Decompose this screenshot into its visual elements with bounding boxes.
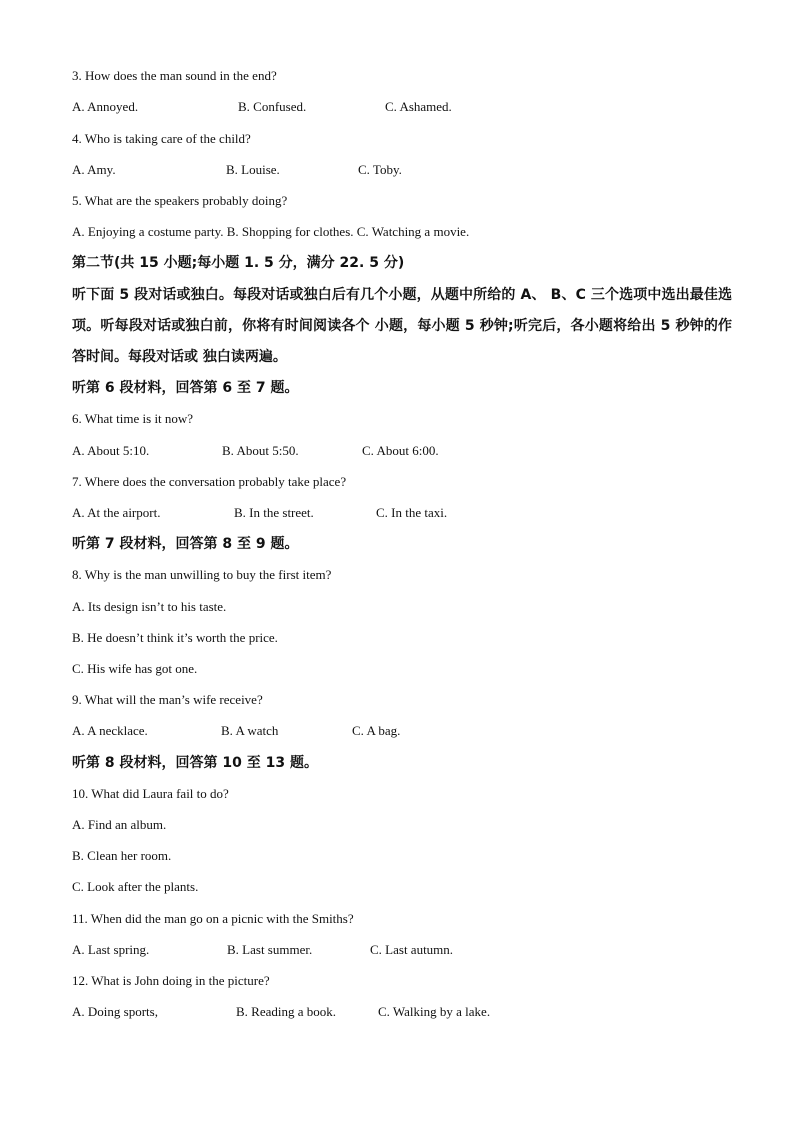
segment-8-heading: 听第 8 段材料，回答第 10 至 13 题。 bbox=[72, 755, 318, 771]
question-7-options bbox=[72, 505, 732, 521]
option-a: A. A necklace. bbox=[72, 723, 148, 738]
option-a: A. Doing sports, bbox=[72, 1004, 158, 1019]
option-c: C. About 6:00. bbox=[362, 443, 439, 458]
option-c: C. In the taxi. bbox=[376, 505, 448, 520]
question-9: 9. What will the man’s wife receive? bbox=[72, 692, 263, 707]
option-c: C. A bag. bbox=[352, 723, 401, 738]
question-12: 12. What is John doing in the picture? bbox=[72, 973, 270, 988]
option-a: A. About 5:10. bbox=[72, 443, 150, 458]
question-6: 6. What time is it now? bbox=[72, 411, 194, 426]
question-8-option-a: A. Its design isn’t to his taste. bbox=[72, 599, 227, 614]
question-10: 10. What did Laura fail to do? bbox=[72, 786, 229, 801]
option-b: B. Last summer. bbox=[227, 942, 313, 957]
question-5: 5. What are the speakers probably doing? bbox=[72, 193, 288, 208]
question-10-option-c: C. Look after the plants. bbox=[72, 879, 199, 894]
question-11: 11. When did the man go on a picnic with the Smiths? bbox=[72, 911, 354, 926]
option-a: A. Last spring. bbox=[72, 942, 150, 957]
question-9-options bbox=[72, 723, 732, 739]
question-8-option-c: C. His wife has got one. bbox=[72, 661, 198, 676]
option-c: C. Last autumn. bbox=[370, 942, 454, 957]
option-b: B. Louise. bbox=[226, 162, 280, 177]
option-a: A. Annoyed. bbox=[72, 99, 139, 114]
option-b: B. Reading a book. bbox=[236, 1004, 337, 1019]
question-12-options bbox=[72, 1004, 732, 1020]
option-b: B. In the street. bbox=[234, 505, 314, 520]
option-c: C. Toby. bbox=[358, 162, 402, 177]
question-4-options bbox=[72, 162, 732, 178]
segment-7-heading: 听第 7 段材料，回答第 8 至 9 题。 bbox=[72, 536, 299, 552]
question-10-option-b: B. Clean her room. bbox=[72, 848, 172, 863]
question-11-options bbox=[72, 942, 732, 958]
question-5-options: A. Enjoying a costume party. B. Shopping for clothes. C. Watching a movie. bbox=[72, 224, 470, 239]
section-2-heading: 第二节(共 15 小题;每小题 1. 5 分，满分 22. 5 分) bbox=[72, 255, 405, 271]
question-4: 4. Who is taking care of the child? bbox=[72, 131, 251, 146]
question-3-options bbox=[72, 99, 732, 115]
option-c: C. Ashamed. bbox=[385, 99, 452, 114]
option-a: A. At the airport. bbox=[72, 505, 161, 520]
option-b: B. About 5:50. bbox=[222, 443, 299, 458]
question-10-option-a: A. Find an album. bbox=[72, 817, 167, 832]
option-b: B. A watch bbox=[221, 723, 279, 738]
question-8: 8. Why is the man unwilling to buy the first item? bbox=[72, 567, 332, 582]
option-b: B. Confused. bbox=[238, 99, 307, 114]
section-2-instructions: 听下面 5 段对话或独白。每段对话或独白后有几个小题，从题中所给的 A、 B、C 三个选项中选出最佳选项。听每段对话或独白前，你将有时间阅读各个 小题，每小题 5 秒钟;听完后，各小题将给出 5 秒钟的作答时间。每段对话或 独白读两遍。 bbox=[72, 287, 732, 365]
question-8-option-b: B. He doesn’t think it’s worth the price. bbox=[72, 630, 278, 645]
option-a: A. Amy. bbox=[72, 162, 116, 177]
segment-6-heading: 听第 6 段材料，回答第 6 至 7 题。 bbox=[72, 380, 299, 396]
question-6-options bbox=[72, 443, 732, 459]
question-7: 7. Where does the conversation probably take place? bbox=[72, 474, 347, 489]
option-c: C. Walking by a lake. bbox=[378, 1004, 491, 1019]
question-3: 3. How does the man sound in the end? bbox=[72, 68, 277, 83]
